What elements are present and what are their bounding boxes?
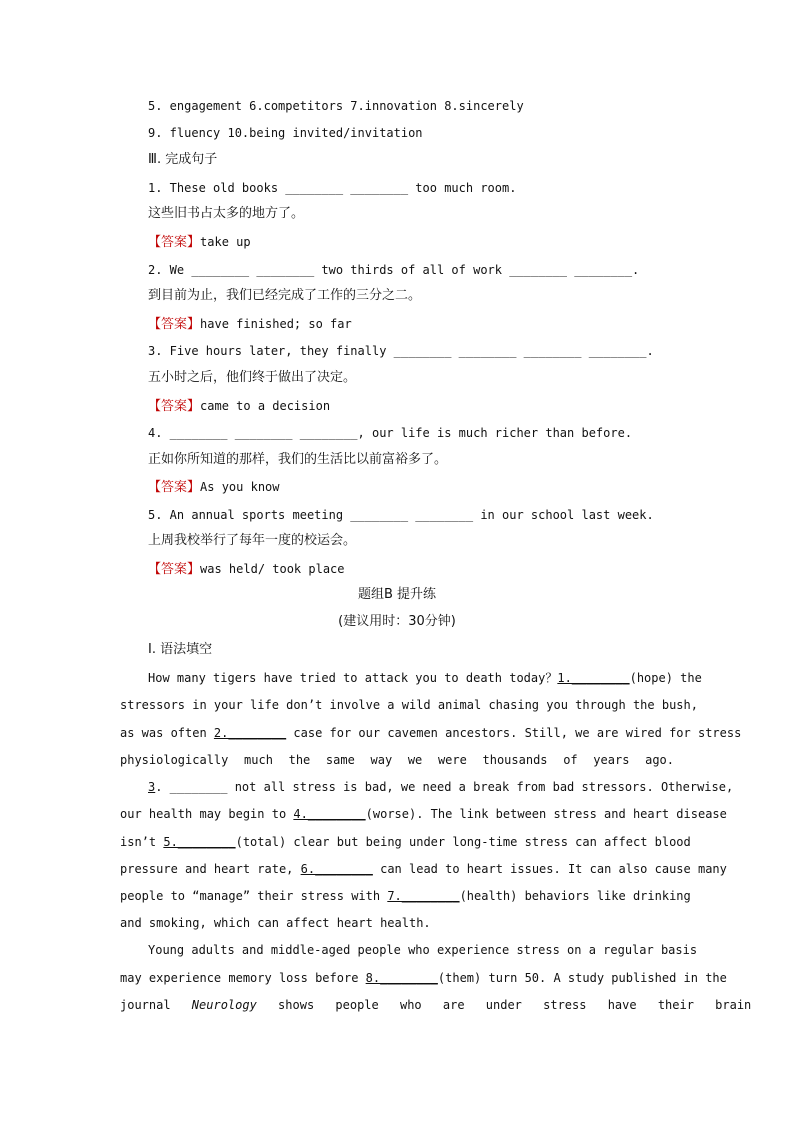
answer-tag: 【答案】 — [148, 480, 201, 495]
answer-4 — [148, 479, 280, 496]
blank-3-number: 3 — [148, 780, 156, 794]
section-3-heading: Ⅲ. 完成句子 — [148, 152, 218, 167]
journal-name: Neurology — [191, 998, 257, 1012]
passage-text: shows people who are under stress have their brain — [256, 998, 752, 1012]
sentence-1-chinese: 这些旧书占太多的地方了。 — [148, 206, 305, 221]
blank-6: 6.________ — [300, 862, 373, 876]
sentence-5-chinese: 上周我校举行了每年一度的校运会。 — [148, 533, 357, 548]
passage-text: (them) turn 50. A study published in the — [437, 971, 727, 985]
passage-line — [120, 725, 742, 741]
answer-2-text: have finished; so far — [200, 317, 352, 331]
answer-tag: 【答案】 — [148, 562, 201, 577]
passage-line — [120, 970, 727, 986]
group-b-time: (建议用时：30分钟) — [338, 614, 456, 629]
answer-3-text: came to a decision — [200, 399, 331, 413]
answer-5 — [148, 561, 345, 578]
answer-tag: 【答案】 — [148, 235, 201, 250]
sentence-2-english: 2. We ________ ________ two thirds of all of work ________ ________. — [148, 263, 640, 277]
passage-line — [120, 997, 752, 1013]
passage-text: (total) clear but being under long-time stress can affect blood — [235, 835, 691, 849]
blank-4: 4.________ — [293, 807, 366, 821]
passage-line: Young adults and middle-aged people who experience stress on a regular basis — [148, 943, 698, 957]
passage-text: (health) behaviors like drinking — [459, 889, 691, 903]
group-b-title: 题组B 提升练 — [357, 587, 437, 602]
blank-8: 8.________ — [365, 971, 438, 985]
passage-text: case for our cavemen ancestors. Still, we are wired for stress — [286, 726, 742, 740]
passage-text: (hope) the — [629, 671, 702, 685]
answer-tag: 【答案】 — [148, 317, 201, 332]
blank-5: 5.________ — [163, 835, 236, 849]
passage-line: physiologically much the same way we were thousands of years ago. — [120, 753, 674, 767]
sentence-4-english: 4. ________ ________ ________, our life is much richer than before. — [148, 426, 633, 440]
sentence-1-english: 1. These old books ________ ________ too much room. — [148, 181, 517, 195]
passage-text: our health may begin to — [120, 807, 294, 821]
section-1-heading: Ⅰ. 语法填空 — [148, 642, 213, 657]
blank-2: 2.________ — [213, 726, 287, 740]
passage-line — [120, 834, 691, 850]
blank-1: 1.________ — [557, 671, 630, 685]
passage-line — [120, 888, 691, 904]
answer-5-text: was held/ took place — [200, 562, 345, 576]
sentence-3-english: 3. Five hours later, they finally ________ ________ ________ ________. — [148, 344, 654, 358]
vocab-answers-row-2: 9. fluency 10.being invited/invitation — [148, 126, 423, 140]
passage-text: . ________ not all stress is bad, we need a break from bad stressors. Otherwise, — [155, 780, 734, 794]
answer-1 — [148, 234, 251, 251]
vocab-answers-row-1: 5. engagement 6.competitors 7.innovation 8.sincerely — [148, 99, 524, 113]
sentence-4-chinese: 正如你所知道的那样，我们的生活比以前富裕多了。 — [148, 452, 448, 467]
passage-text: How many tigers have tried to attack you to death today？ — [148, 671, 558, 685]
answer-1-text: take up — [200, 235, 251, 249]
passage-text: (worse). The link between stress and heart disease — [365, 807, 727, 821]
passage-line — [120, 861, 727, 877]
passage-text: can lead to heart issues. It can also cause many — [372, 862, 727, 876]
answer-tag: 【答案】 — [148, 399, 201, 414]
blank-7: 7.________ — [387, 889, 460, 903]
passage-text: may experience memory loss before — [120, 971, 366, 985]
sentence-3-chinese: 五小时之后，他们终于做出了决定。 — [148, 370, 357, 385]
passage-line — [148, 670, 702, 686]
passage-line: and smoking, which can affect heart health. — [120, 916, 431, 930]
passage-line — [148, 779, 734, 795]
passage-text: pressure and heart rate, — [120, 862, 301, 876]
passage-text: as was often — [120, 726, 214, 740]
passage-text: journal — [120, 998, 192, 1012]
sentence-2-chinese: 到目前为止，我们已经完成了工作的三分之二。 — [148, 288, 422, 303]
answer-2 — [148, 316, 352, 333]
sentence-5-english: 5. An annual sports meeting ________ ________ in our school last week. — [148, 508, 654, 522]
passage-line — [120, 806, 727, 822]
passage-text: people to “manage” their stress with — [120, 889, 388, 903]
answer-3 — [148, 398, 330, 415]
passage-line: stressors in your life don’t involve a wild animal chasing you through the bush, — [120, 698, 698, 712]
passage-text: isn’t — [120, 835, 164, 849]
answer-4-text: As you know — [200, 480, 280, 494]
